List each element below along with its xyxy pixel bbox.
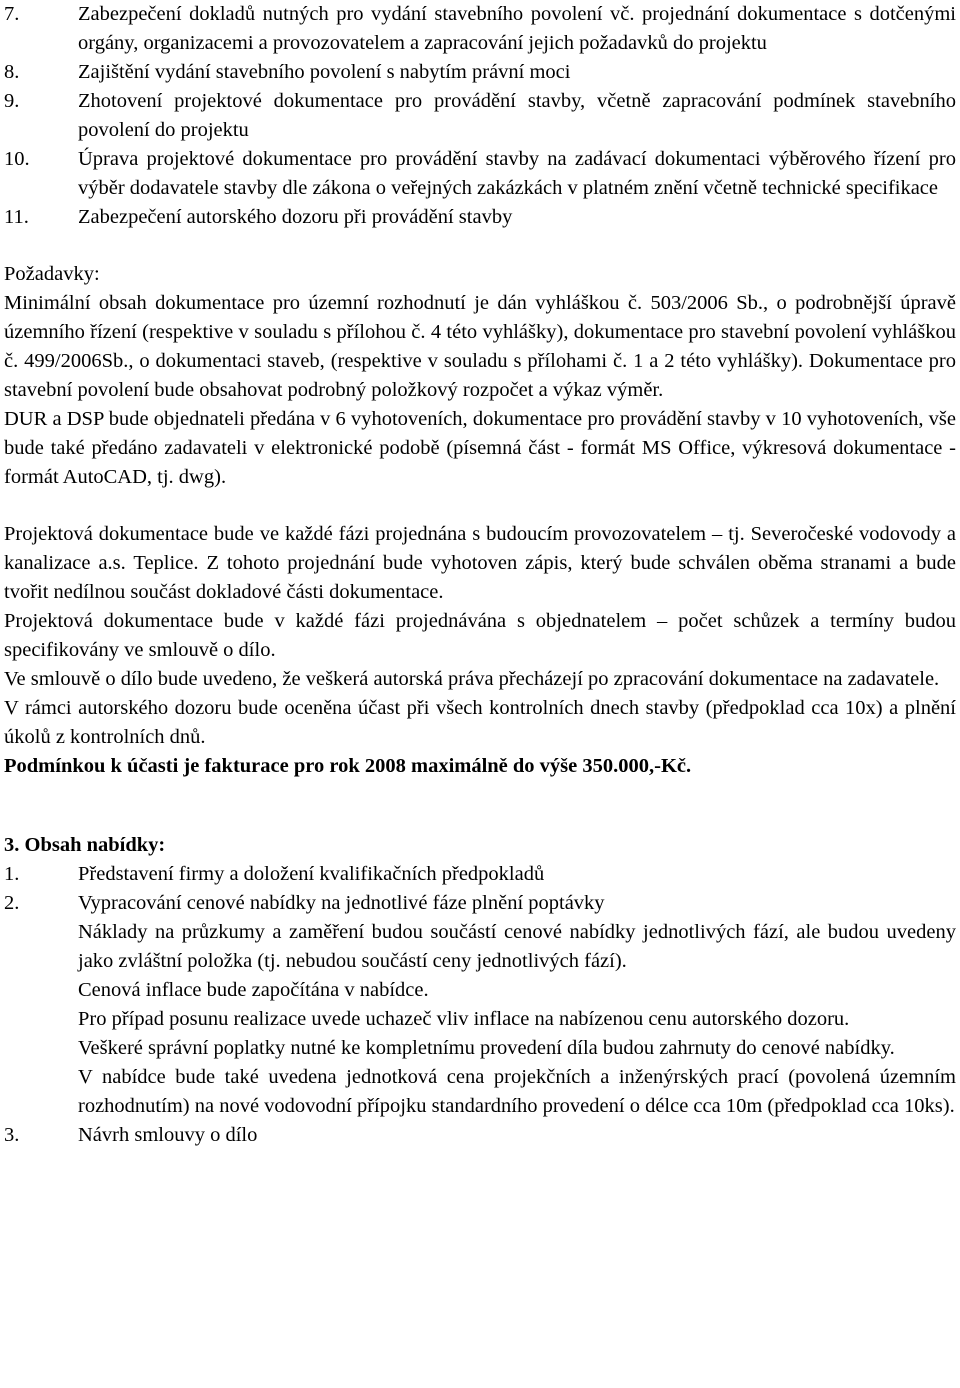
spacer [4,492,956,520]
item-text: Zajištění vydání stavebního povolení s nabytím právní moci [78,61,571,83]
list-item [4,87,956,145]
item-number: 1. [4,863,20,885]
item-number: 10. [4,148,30,170]
requirements-heading: Požadavky: [4,263,100,285]
offer-sub-paragraph: Pro případ posunu realizace uvede uchazeč vliv inflace na nabízenou cenu autorského dozoru. [78,1008,850,1030]
item-text: Zhotovení projektové dokumentace pro provádění stavby, včetně zapracování podmínek stavebního povolení do projektu [78,90,956,141]
list-item [4,58,956,87]
item-number: 8. [4,61,20,83]
offer-heading: 3. Obsah nabídky: [4,834,166,856]
requirements-paragraph-2: DUR a DSP bude objednateli předána v 6 vyhotoveních, dokumentace pro provádění stavby v 10 vyhotoveních, vše bude také předáno zadavateli v elektronické podobě (písemná část - formát MS Office, výkresová dokumentace - formát AutoCAD, tj. dwg). [4,408,956,488]
item-number: 2. [4,892,20,914]
item-text: Návrh smlouvy o dílo [78,1124,258,1146]
offer-sub-paragraph: V nabídce bude také uvedena jednotková cena projekčních a inženýrských prací (povolená územním rozhodnutím) na nové vodovodní přípojku standardního provedení o délce cca 10m (předpoklad cca 10ks). [78,1066,956,1117]
offer-sub-paragraph: Cenová inflace bude započítána v nabídce. [78,979,429,1001]
list-item [4,203,956,232]
offer-sub-paragraph: Náklady na průzkumy a zaměření budou součástí cenové nabídky jednotlivých fází, ale budou uvedeny jako zvláštní položka (tj. nebudou součástí ceny jednotlivých fází). [78,921,956,972]
item-number: 3. [4,1124,20,1146]
item-text: Zabezpečení autorského dozoru při provádění stavby [78,206,513,228]
bold-condition: Podmínkou k účasti je fakturace pro rok 2008 maximálně do výše 350.000,-Kč. [4,755,692,777]
list-item [4,145,956,203]
list-item [4,889,956,918]
spacer [4,781,956,831]
item-number: 7. [4,3,20,25]
item-text: Představení firmy a doložení kvalifikačních předpokladů [78,863,545,885]
item-number: 9. [4,90,20,112]
list-item [4,860,956,889]
spacer [4,232,956,260]
offer-sub-paragraph: Veškeré správní poplatky nutné ke kompletnímu provedení díla budou zahrnuty do cenové nabídky. [78,1037,895,1059]
paragraph-autorsky-dozor: V rámci autorského dozoru bude oceněna účast při všech kontrolních dnech stavby (předpoklad cca 10x) a plnění úkolů z kontrolních dnů. [4,697,956,748]
list-item [4,1121,956,1150]
item-text: Vypracování cenové nabídky na jednotlivé fáze plnění poptávky [78,892,605,914]
paragraph-autorska-prava: Ve smlouvě o dílo bude uvedeno, že veškerá autorská práva přecházejí po zpracování dokumentace na zadavatele. [4,668,940,690]
item-number: 11. [4,206,29,228]
paragraph-objednatel: Projektová dokumentace bude v každé fázi projednávána s objednatelem – počet schůzek a termíny budou specifikovány ve smlouvě o dílo. [4,610,956,661]
paragraph-provozovatel: Projektová dokumentace bude ve každé fázi projednána s budoucím provozovatelem – tj. Severočeské vodovody a kanalizace a.s. Teplice. Z tohoto projednání bude vyhotoven zápis, který bude schválen oběma stranami a bude tvořit nedílnou součást dokladové části dokumentace. [4,523,956,603]
item-text: Úprava projektové dokumentace pro provádění stavby na zadávací dokumentaci výběrového řízení pro výběr dodavatele stavby dle zákona o veřejných zakázkách v platném znění včetně technické specifikace [78,148,956,199]
requirements-paragraph-1: Minimální obsah dokumentace pro územní rozhodnutí je dán vyhláškou č. 503/2006 Sb., o podrobnější úpravě územního řízení (respektive v souladu s přílohou č. 4 této vyhlášky), dokumentace pro stavební povolení vyhláškou č. 499/2006Sb., o dokumentaci staveb, (respektive v souladu s přílohami č. 1 a 2 této vyhlášky). Dokumentace pro stavební povolení bude obsahovat podrobný položkový rozpočet a výkaz výměr. [4,292,956,401]
item-text: Zabezpečení dokladů nutných pro vydání stavebního povolení vč. projednání dokumentace s dotčenými orgány, organizacemi a provozovatelem a zapracování jejich požadavků do projektu [78,3,956,54]
list-item [4,0,956,58]
